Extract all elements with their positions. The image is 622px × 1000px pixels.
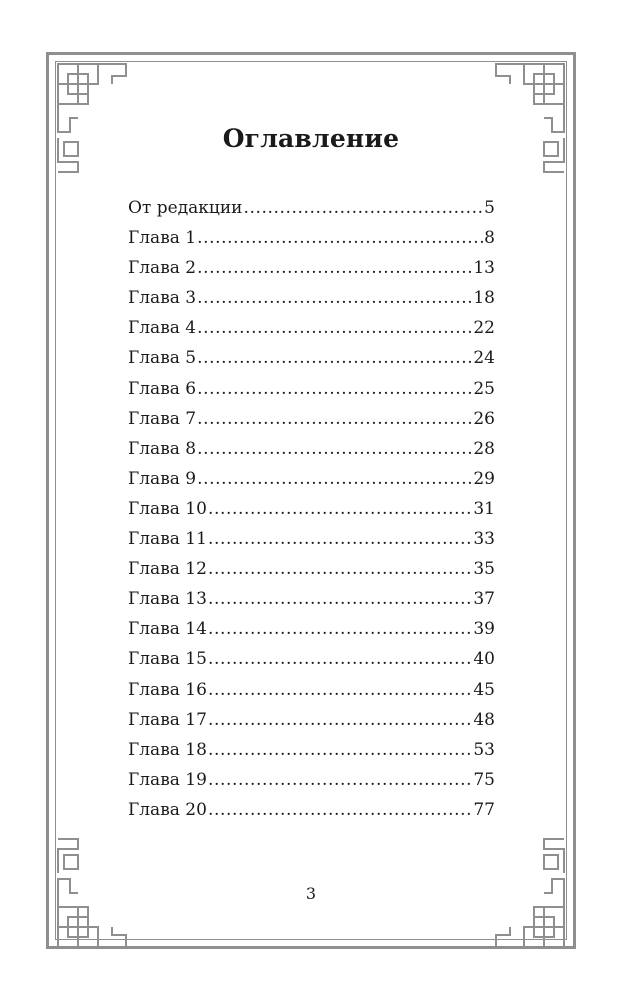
toc-entry-page: 18 bbox=[473, 288, 495, 309]
toc-entry-label: Глава 6 bbox=[128, 378, 197, 399]
toc-entry-page: 48 bbox=[473, 709, 495, 730]
toc-leader-dots bbox=[208, 524, 472, 554]
toc-entry-page: 29 bbox=[473, 468, 495, 489]
toc-entry-page: 22 bbox=[473, 318, 495, 339]
toc-entry[interactable] bbox=[128, 434, 495, 464]
toc-entry-label: От редакции bbox=[128, 198, 243, 218]
toc-entry-page: 31 bbox=[473, 498, 495, 519]
corner-ornament-bottom-right bbox=[492, 813, 566, 949]
toc-entry-label: Глава 14 bbox=[128, 619, 207, 640]
toc-entry-label: Глава 4 bbox=[128, 318, 197, 339]
toc-entry-label: Глава 9 bbox=[128, 468, 197, 489]
toc-entry-page: 75 bbox=[473, 769, 495, 790]
toc-entry-page: 35 bbox=[473, 559, 495, 580]
table-of-contents bbox=[128, 193, 495, 825]
toc-entry-page: 37 bbox=[473, 589, 495, 610]
toc-entry[interactable] bbox=[128, 705, 495, 735]
toc-entry-label: Глава 1 bbox=[128, 228, 197, 249]
toc-entry-page: 40 bbox=[473, 649, 495, 670]
toc-leader-dots bbox=[208, 644, 472, 674]
toc-entry[interactable] bbox=[128, 584, 495, 614]
toc-entry[interactable] bbox=[128, 404, 495, 434]
toc-entry[interactable] bbox=[128, 554, 495, 584]
toc-leader-dots bbox=[208, 705, 472, 735]
toc-leader-dots bbox=[197, 374, 472, 404]
toc-entry[interactable] bbox=[128, 223, 495, 253]
toc-leader-dots bbox=[197, 434, 472, 464]
toc-entry-label: Глава 20 bbox=[128, 799, 207, 820]
toc-entry-label: Глава 7 bbox=[128, 408, 197, 429]
toc-entry[interactable] bbox=[128, 283, 495, 313]
toc-entry[interactable] bbox=[128, 253, 495, 283]
toc-entry-label: Глава 18 bbox=[128, 739, 207, 760]
toc-leader-dots bbox=[208, 554, 472, 584]
toc-entry-label: Глава 13 bbox=[128, 589, 207, 610]
toc-entry-label: Глава 8 bbox=[128, 438, 197, 459]
toc-leader-dots bbox=[208, 735, 472, 765]
toc-entry[interactable] bbox=[128, 193, 495, 223]
toc-entry[interactable] bbox=[128, 494, 495, 524]
toc-leader-dots bbox=[197, 404, 472, 434]
toc-leader-dots bbox=[197, 283, 472, 313]
toc-leader-dots bbox=[197, 223, 483, 253]
toc-entry[interactable] bbox=[128, 464, 495, 494]
toc-leader-dots bbox=[197, 313, 472, 343]
toc-entry[interactable] bbox=[128, 735, 495, 765]
toc-entry-page: 26 bbox=[473, 408, 495, 429]
toc-entry-label: Глава 19 bbox=[128, 769, 207, 790]
toc-leader-dots bbox=[197, 253, 472, 283]
toc-leader-dots bbox=[197, 343, 472, 373]
toc-entry-label: Глава 5 bbox=[128, 348, 197, 369]
page-title: Оглавление bbox=[222, 124, 400, 153]
toc-entry-page: 28 bbox=[473, 438, 495, 459]
toc-entry-label: Глава 2 bbox=[128, 258, 197, 279]
corner-ornament-bottom-left bbox=[56, 813, 130, 949]
toc-entry[interactable] bbox=[128, 675, 495, 705]
toc-entry[interactable] bbox=[128, 343, 495, 373]
toc-entry-page: 77 bbox=[473, 799, 495, 820]
toc-leader-dots bbox=[208, 795, 472, 825]
toc-entry-page: 33 bbox=[473, 529, 495, 550]
toc-leader-dots bbox=[208, 765, 472, 795]
toc-entry[interactable] bbox=[128, 524, 495, 554]
toc-entry[interactable] bbox=[128, 765, 495, 795]
toc-entry-page: 53 bbox=[473, 739, 495, 760]
toc-entry-label: Глава 12 bbox=[128, 559, 207, 580]
toc-entry[interactable] bbox=[128, 313, 495, 343]
toc-entry[interactable] bbox=[128, 374, 495, 404]
toc-leader-dots bbox=[208, 584, 472, 614]
toc-entry-page: 24 bbox=[473, 348, 495, 369]
toc-entry-label: Глава 10 bbox=[128, 498, 207, 519]
toc-entry-page: 45 bbox=[473, 679, 495, 700]
toc-entry-label: Глава 15 bbox=[128, 649, 207, 670]
toc-leader-dots bbox=[197, 464, 472, 494]
toc-entry[interactable] bbox=[128, 795, 495, 825]
toc-leader-dots bbox=[208, 675, 472, 705]
toc-entry-label: Глава 16 bbox=[128, 679, 207, 700]
toc-entry[interactable] bbox=[128, 644, 495, 674]
toc-leader-dots bbox=[208, 614, 472, 644]
toc-entry-page: 5 bbox=[484, 198, 495, 218]
toc-entry-page: 8 bbox=[484, 228, 495, 249]
toc-entry-label: Глава 3 bbox=[128, 288, 197, 309]
toc-entry-page: 25 bbox=[473, 378, 495, 399]
toc-entry-page: 39 bbox=[473, 619, 495, 640]
toc-leader-dots bbox=[244, 193, 484, 223]
toc-entry[interactable] bbox=[128, 614, 495, 644]
toc-leader-dots bbox=[208, 494, 472, 524]
toc-entry-label: Глава 17 bbox=[128, 709, 207, 730]
toc-entry-page: 13 bbox=[473, 258, 495, 279]
toc-entry-label: Глава 11 bbox=[128, 529, 207, 550]
page-number: 3 bbox=[305, 884, 317, 903]
